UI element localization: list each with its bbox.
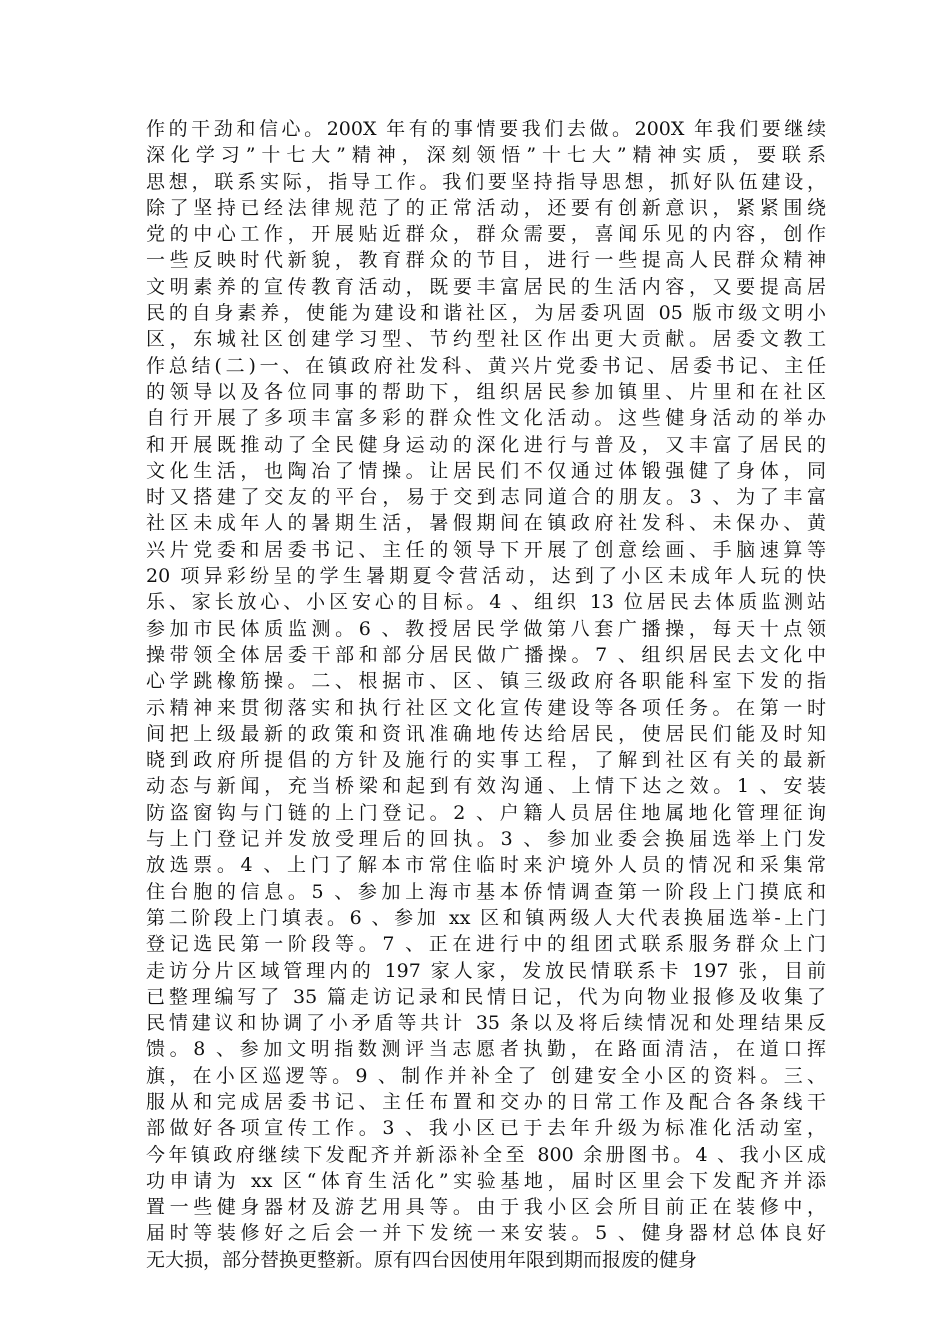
text-line: 兴片党委和居委书记、主任的领导下开展了创意绘画、手脑速算等 <box>146 538 826 561</box>
text-line: 一些反映时代新貌，教育群众的节目，进行一些提高人民群众精神 <box>146 249 826 272</box>
text-line: 放选票。4 、上门了解本市常住临时来沪境外人员的情况和采集常 <box>146 854 826 877</box>
text-line: 间把上级最新的政策和资讯准确地传达给居民，使居民们能及时知 <box>146 722 826 745</box>
text-line: 文明素养的宣传教育活动，既要丰富居民的生活内容，又要提高居 <box>146 275 826 298</box>
text-line: 功申请为 xx 区“体育生活化”实验基地，届时区里会下发配齐并添 <box>146 1169 826 1192</box>
text-line: 动态与新闻，充当桥梁和起到有效沟通、上情下达之效。1 、安装 <box>146 775 826 798</box>
text-line: 除了坚持已经法律规范了的正常活动，还要有创新意识，紧紧围绕 <box>146 196 826 219</box>
text-line: 心学跳橡筋操。二、根据市、区、镇三级政府各职能科室下发的指 <box>146 670 826 693</box>
text-line: 区，东城社区创建学习型、节约型社区作出更大贡献。居委文教工 <box>146 328 826 351</box>
text-line: 部做好各项宣传工作。3 、我小区已于去年升级为标准化活动室， <box>146 1117 826 1140</box>
text-line: 今年镇政府继续下发配齐并新添补全至 800 余册图书。4 、我小区成 <box>146 1143 826 1166</box>
text-line: 旗，在小区巡逻等。9 、制作并补全了 创建安全小区的资料。三、 <box>146 1064 826 1087</box>
text-line: 民的自身素养，使能为建设和谐社区，为居委巩固 05 版市级文明小 <box>146 302 826 325</box>
text-line: 作的干劲和信心。200X 年有的事情要我们去做。200X 年我们要继续 <box>146 118 826 140</box>
text-line: 作总结(二)一、在镇政府社发科、黄兴片党委书记、居委书记、主任 <box>146 354 826 377</box>
text-line: 文化生活，也陶冶了情操。让居民们不仅通过体锻强健了身体，同 <box>146 459 826 482</box>
text-line: 操带领全体居委干部和部分居民做广播操。7 、组织居民去文化中 <box>146 643 826 666</box>
text-line: 第二阶段上门填表。6 、参加 xx 区和镇两级人大代表换届选举-上门 <box>146 906 826 929</box>
text-line: 防盗窗钩与门链的上门登记。2 、户籍人员居住地属地化管理征询 <box>146 801 826 824</box>
text-line: 馈。8 、参加文明指数测评当志愿者执勤，在路面清洁，在道口挥 <box>146 1038 826 1061</box>
text-line: 服从和完成居委书记、主任布置和交办的日常工作及配合各条线干 <box>146 1090 826 1113</box>
text-line: 深化学习”十七大”精神，深刻领悟”十七大”精神实质，要联系 <box>146 144 826 167</box>
text-line: 示精神来贯彻落实和执行社区文化宣传建设等各项任务。在第一时 <box>146 696 826 719</box>
text-line: 20 项异彩纷呈的学生暑期夏令营活动，达到了小区未成年人玩的快 <box>146 565 826 588</box>
text-line: 置一些健身器材及游艺用具等。由于我小区会所目前正在装修中， <box>146 1196 826 1219</box>
text-line: 参加市民体质监测。6 、教授居民学做第八套广播操，每天十点领 <box>146 617 826 640</box>
text-line: 时又搭建了交友的平台，易于交到志同道合的朋友。3 、为了丰富 <box>146 486 826 509</box>
text-line: 晓到政府所提倡的方针及施行的实事工程，了解到社区有关的最新 <box>146 749 826 772</box>
text-line: 已整理编写了 35 篇走访记录和民情日记，代为向物业报修及收集了 <box>146 985 826 1008</box>
text-line: 届时等装修好之后会一并下发统一来安装。5 、健身器材总体良好 <box>146 1222 826 1245</box>
text-line: 自行开展了多项丰富多彩的群众性文化活动。这些健身活动的举办 <box>146 407 826 430</box>
text-line: 社区未成年人的暑期生活，暑假期间在镇政府社发科、未保办、黄 <box>146 512 826 535</box>
text-line: 登记选民第一阶段等。7 、正在进行中的组团式联系服务群众上门 <box>146 933 826 956</box>
text-line: 的领导以及各位同事的帮助下，组织居民参加镇里、片里和在社区 <box>146 380 826 403</box>
text-line: 走访分片区域管理内的 197 家人家，发放民情联系卡 197 张，目前 <box>146 959 826 982</box>
text-line: 思想，联系实际，指导工作。我们要坚持指导思想，抓好队伍建设， <box>146 170 826 193</box>
text-line: 乐、家长放心、小区安心的目标。4 、组织 13 位居民去体质监测站 <box>146 591 826 614</box>
body-text <box>146 116 826 1273</box>
text-line: 与上门登记并发放受理后的回执。3 、参加业委会换届选举上门发 <box>146 828 826 851</box>
text-line: 无大损，部分替换更整新。原有四台因使用年限到期而报废的健身 <box>146 1248 698 1271</box>
text-line: 民情建议和协调了小矛盾等共计 35 条以及将后续情况和处理结果反 <box>146 1012 826 1035</box>
text-line: 住台胞的信息。5 、参加上海市基本侨情调查第一阶段上门摸底和 <box>146 880 826 903</box>
text-line: 党的中心工作，开展贴近群众，群众需要，喜闻乐见的内容，创作 <box>146 223 826 246</box>
text-line: 和开展既推动了全民健身运动的深化进行与普及，又丰富了居民的 <box>146 433 826 456</box>
